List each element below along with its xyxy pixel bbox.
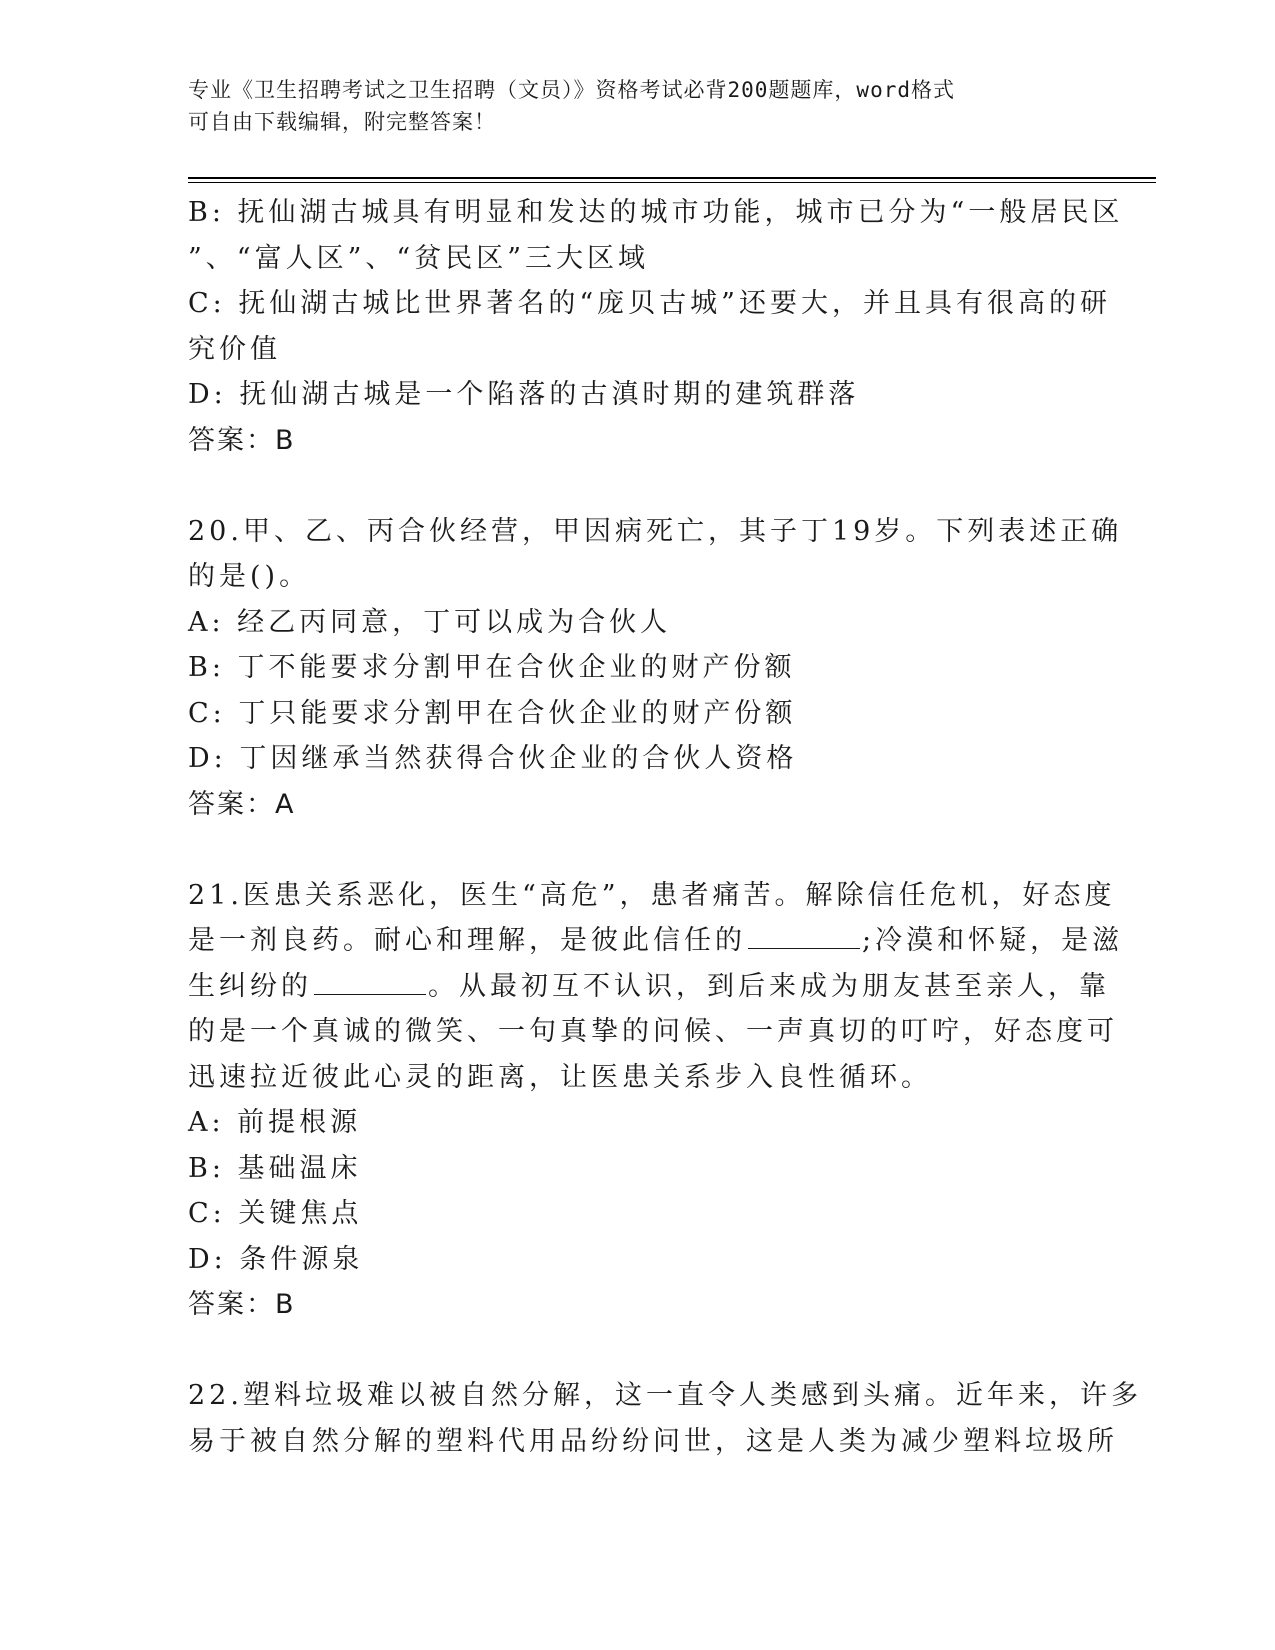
question-22: [188, 1373, 1142, 1464]
document-header: [188, 74, 1078, 138]
question-content: [188, 190, 1142, 1464]
option-c: C: 关键焦点: [188, 1198, 363, 1229]
question-stem-continued: 易于被自然分解的塑料代用品纷纷问世，这是人类为减少塑料垃圾所: [188, 1425, 1118, 1457]
stem-text: ;冷漠和怀疑，是滋: [862, 925, 1124, 956]
option-c: C: 抚仙湖古城比世界著名的“庞贝古城”还要大，并且具有很高的研: [188, 288, 1111, 319]
header-line-2: 可自由下载编辑，附完整答案！: [188, 110, 496, 134]
option-d: D: 丁因继承当然获得合伙企业的合伙人资格: [188, 743, 798, 774]
question-stem-continued: [188, 964, 1110, 1010]
option-b: B: 丁不能要求分割甲在合伙企业的财产份额: [188, 652, 796, 683]
answer: 答案：B: [188, 424, 296, 456]
spacer: [188, 827, 1088, 873]
question-stem-continued: [188, 918, 1124, 964]
question-stem: 20.甲、乙、丙合伙经营，甲因病死亡，其子丁19岁。下列表述正确: [188, 515, 1123, 547]
option-d: D: 条件源泉: [188, 1243, 364, 1275]
option-b: B: 抚仙湖古城具有明显和发达的城市功能，城市已分为“一般居民区: [188, 197, 1124, 228]
option-d: D: 抚仙湖古城是一个陷落的古滇时期的建筑群落: [188, 379, 860, 410]
header-divider-thin: [188, 182, 1156, 183]
question-stem: 21.医患关系恶化，医生“高危”，患者痛苦。解除信任危机，好态度: [188, 879, 1116, 911]
option-c: C: 丁只能要求分割甲在合伙企业的财产份额: [188, 697, 797, 729]
spacer: [188, 1328, 1088, 1374]
question-19: [188, 190, 1124, 463]
option-a: A: 前提根源: [188, 1107, 362, 1138]
option-b: B: 基础温床: [188, 1152, 362, 1184]
header-divider-thick: [188, 177, 1156, 179]
answer: 答案：B: [188, 1289, 296, 1320]
question-20: [188, 509, 1123, 828]
option-c-continued: 究价值: [188, 333, 281, 365]
fill-in-blank-2: [314, 968, 426, 995]
option-a: A: 经乙丙同意，丁可以成为合伙人: [188, 606, 672, 638]
option-b-continued: ”、“富人区”、“贫民区”三大区域: [188, 242, 650, 274]
stem-text: 。从最初互不认识，到后来成为朋友甚至亲人，靠: [428, 970, 1110, 1002]
question-stem-continued: 的是()。: [188, 561, 311, 592]
question-stem-continued: 的是一个真诚的微笑、一句真挚的问候、一声真切的叮咛，好态度可: [188, 1016, 1118, 1047]
stem-text: 是一剂良药。耐心和理解，是彼此信任的: [188, 925, 746, 956]
fill-in-blank-1: [748, 922, 860, 949]
question-21: [188, 873, 1124, 1328]
question-stem-continued: 迅速拉近彼此心灵的距离，让医患关系步入良性循环。: [188, 1061, 932, 1093]
spacer: [188, 463, 1088, 509]
question-stem: 22.塑料垃圾难以被自然分解，这一直令人类感到头痛。近年来，许多: [188, 1380, 1142, 1411]
header-line-1: 专业《卫生招聘考试之卫生招聘（文员）》资格考试必背200题题库，word格式: [188, 78, 955, 102]
answer: 答案：A: [188, 788, 296, 820]
stem-text: 生纠纷的: [188, 970, 312, 1002]
